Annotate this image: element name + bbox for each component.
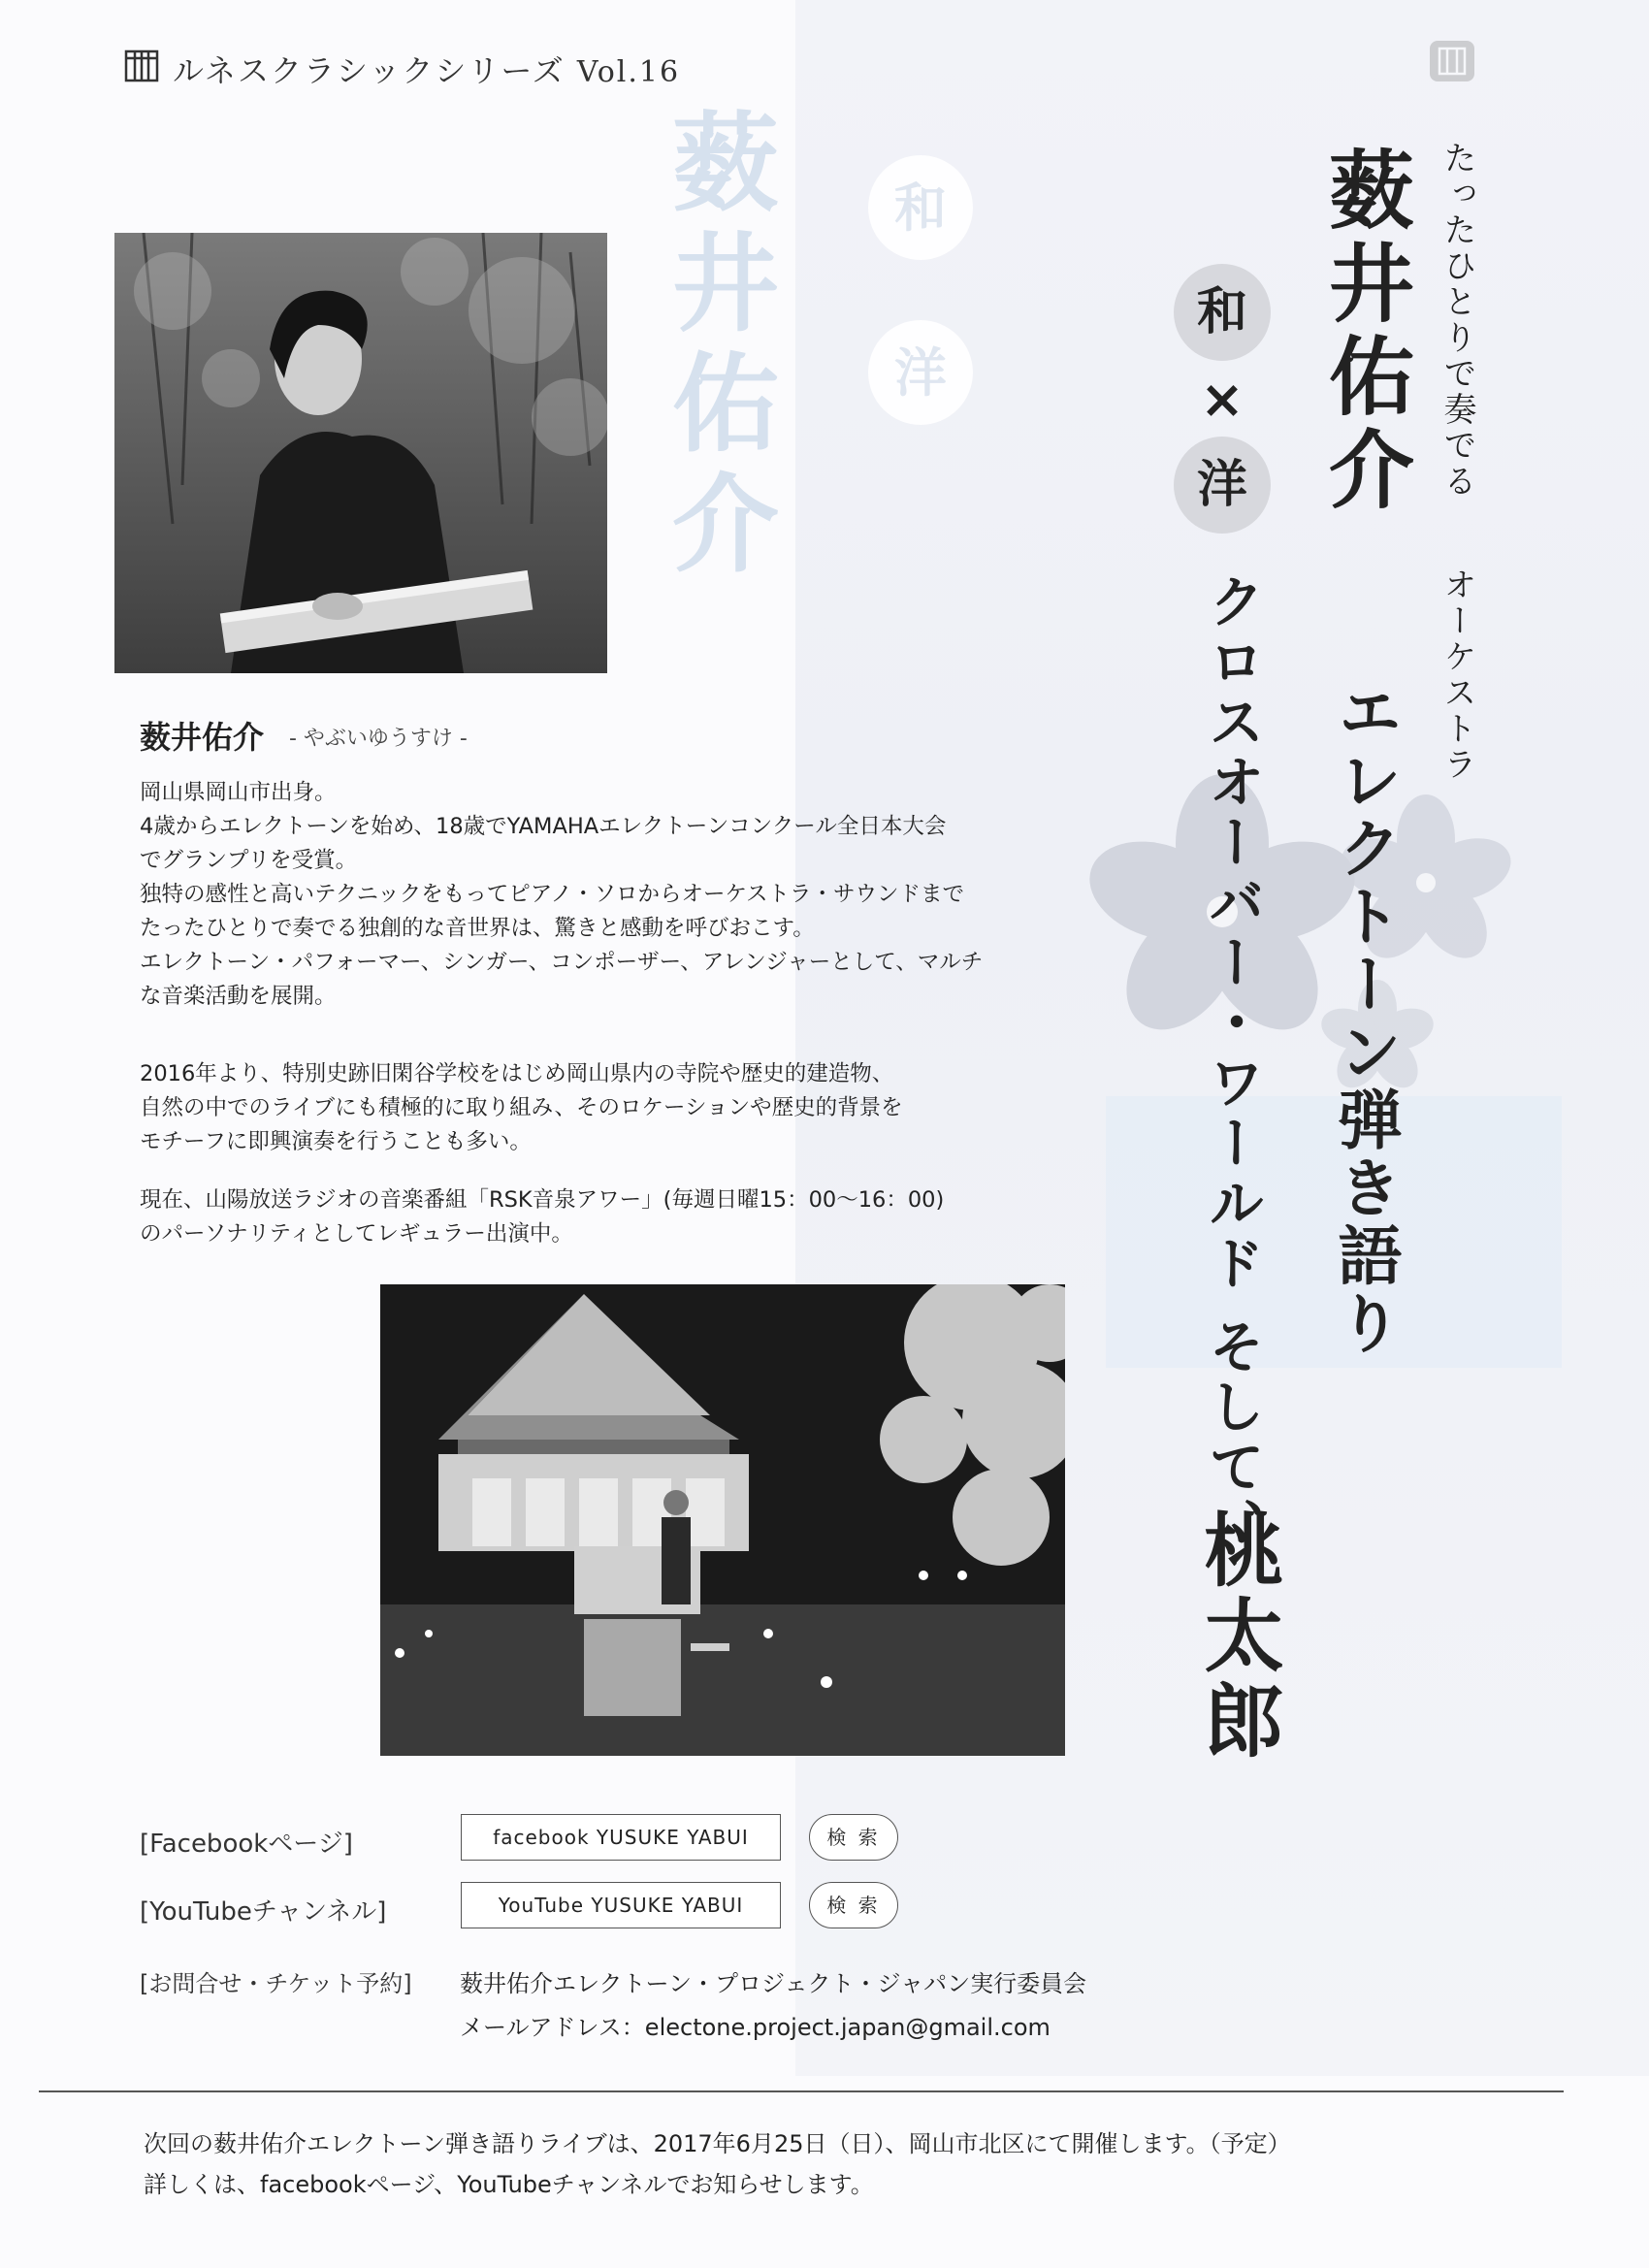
youtube-search-field[interactable]: YouTube YUSUKE YABUI xyxy=(461,1882,781,1928)
profile-line: 2016年より、特別史跡旧閑谷学校をはじめ岡山県内の寺院や歴史的建造物、 xyxy=(140,1061,894,1086)
facebook-label: [Facebookページ] xyxy=(140,1830,353,1859)
series-name: ルネスクラシックシリーズ xyxy=(173,52,566,89)
headline-artist-name: 薮井佑介 xyxy=(1315,146,1416,518)
profile-line: のパーソナリティとしてレギュラー出演中。 xyxy=(140,1221,573,1247)
profile-line: な音楽活動を展開。 xyxy=(140,984,337,1009)
profile-line: エレクトーン・パフォーマー、シンガー、コンポーザー、アレンジャーとして、マルチ xyxy=(140,950,984,975)
tagline-line-2: オーケストラ xyxy=(1438,567,1476,783)
watermark-wa-char: 和 xyxy=(894,177,947,239)
profile-line: モチーフに即興演奏を行うことも多い。 xyxy=(140,1129,532,1154)
profile-paragraph-2 xyxy=(140,1057,1071,1159)
series-volume: Vol.16 xyxy=(576,55,681,89)
series-title xyxy=(173,47,680,91)
artist-portrait-photo xyxy=(114,233,607,673)
headline-subtitle-1: エレクトーン弾き語り xyxy=(1327,679,1403,1358)
youtube-search-button[interactable]: 検 索 xyxy=(809,1882,898,1928)
you-char: 洋 xyxy=(1196,455,1247,514)
profile-line: 独特の感性と高いテクニックをもってピアノ・ソロからオーケストラ・サウンドまで xyxy=(140,882,965,907)
profile-paragraph-3 xyxy=(140,1183,1071,1251)
profile-line: 岡山県岡山市出身。 xyxy=(140,780,337,805)
profile-name: 薮井佑介 xyxy=(140,719,265,756)
youtube-label: [YouTubeチャンネル] xyxy=(140,1897,387,1927)
contact-label: [お問合せ・チケット予約] xyxy=(140,1970,412,1997)
facebook-search-button[interactable]: 検 索 xyxy=(809,1814,898,1861)
cross-mark: × xyxy=(1200,369,1245,430)
tagline-line-1: たったひとりで奏でる xyxy=(1438,141,1476,500)
profile-reading: - やぶいゆうすけ - xyxy=(289,727,468,751)
profile-line: 現在、山陽放送ラジオの音楽番組「RSK音泉アワー」(毎週日曜15：00～16：00) xyxy=(140,1187,945,1213)
headline-subtitle-2: クロスオーバー・ワールド そして、 xyxy=(1199,572,1265,1559)
watermark-artist-name: 薮井佑介 xyxy=(655,107,780,588)
profile-line: でグランプリを受賞。 xyxy=(140,848,358,873)
sakura-blossom-decoration xyxy=(1057,718,1562,1125)
profile-paragraph-1 xyxy=(140,776,1071,1014)
venue-logo-icon xyxy=(1428,39,1476,83)
profile-line: 4歳からエレクトーンを始め、18歳でYAMAHAエレクトーンコンクール全日本大会 xyxy=(140,814,947,839)
profile-line: たったひとりで奏でる独創的な音世界は、驚きと感動を呼びおこす。 xyxy=(140,916,815,941)
footer-divider xyxy=(39,2090,1564,2092)
watermark-you-char: 洋 xyxy=(894,341,947,404)
series-logo-icon xyxy=(124,49,159,83)
concert-venue-photo xyxy=(380,1284,1065,1756)
facebook-search-field[interactable]: facebook YUSUKE YABUI xyxy=(461,1814,781,1861)
next-live-notice: 次回の薮井佑介エレクトーン弾き語りライブは、2017年6月25日（日）、岡山市北区にて開催します。（予定） xyxy=(144,2130,1291,2157)
contact-organization: 薮井佑介エレクトーン・プロジェクト・ジャパン実行委員会 xyxy=(460,1970,1087,1997)
next-live-details: 詳しくは、facebookページ、YouTubeチャンネルでお知らせします。 xyxy=(144,2171,874,2198)
wa-char: 和 xyxy=(1196,282,1247,341)
profile-line: 自然の中でのライブにも積極的に取り組み、そのロケーションや歴史的背景を xyxy=(140,1095,903,1120)
headline-momotaro: 桃太郎 xyxy=(1191,1508,1284,1765)
contact-email[interactable]: メールアドレス：electone.project.japan@gmail.com xyxy=(460,2014,1051,2041)
